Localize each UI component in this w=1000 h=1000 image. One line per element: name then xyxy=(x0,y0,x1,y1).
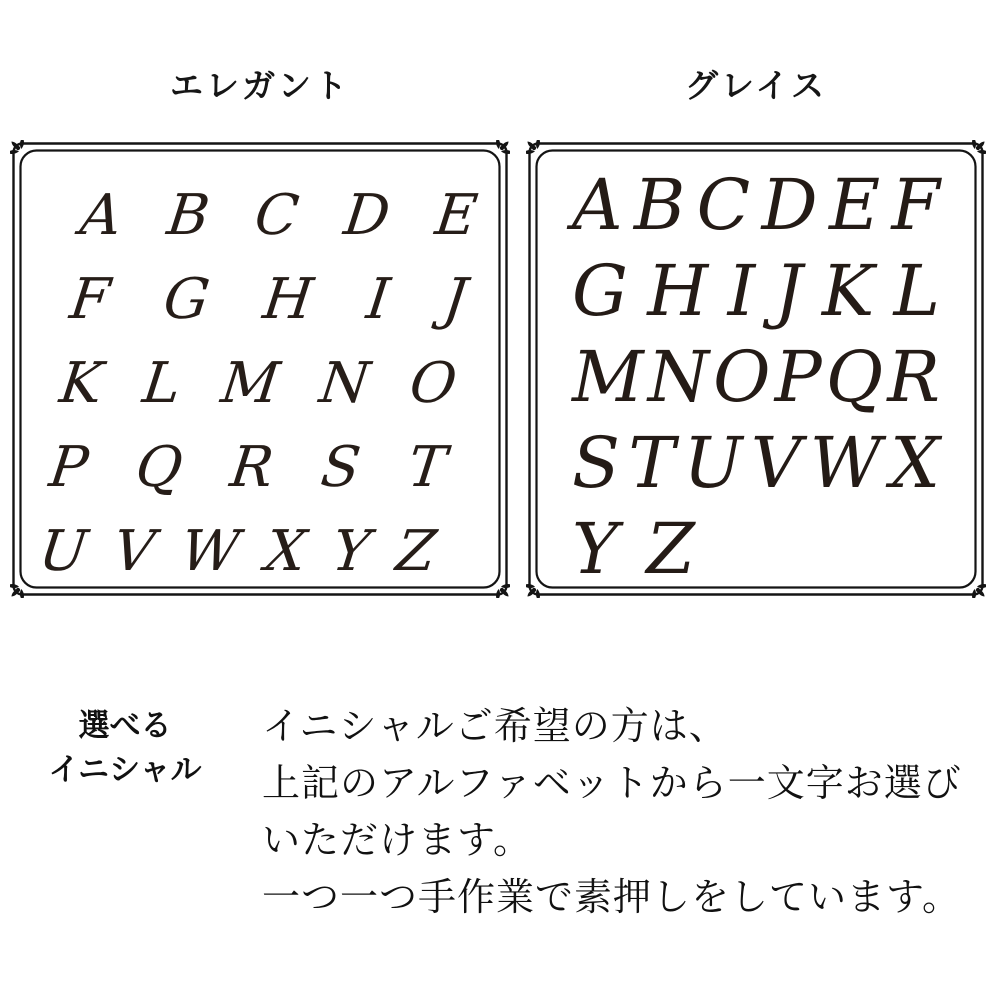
letter-X: X xyxy=(261,519,310,584)
letter-C: C xyxy=(696,164,751,246)
letter-G: G xyxy=(572,250,628,332)
letter-row xyxy=(55,342,461,426)
letter-T: T xyxy=(404,435,450,500)
letter-H: H xyxy=(259,267,317,332)
letter-K: K xyxy=(56,351,107,416)
letter-row xyxy=(65,258,471,342)
letter-row xyxy=(572,248,940,334)
letter-V: V xyxy=(109,519,159,584)
note-body-line: イニシャルご希望の方は、 xyxy=(262,706,728,748)
panel-elegant-title: エレガント xyxy=(170,67,350,104)
letter-Q: Q xyxy=(132,435,187,500)
letter-U: U xyxy=(683,422,743,504)
letter-Z: Z xyxy=(646,508,695,590)
letter-V: V xyxy=(750,422,802,504)
letter-M: M xyxy=(217,351,283,416)
letter-W: W xyxy=(177,519,243,584)
letter-J: J xyxy=(774,250,803,332)
letter-X: X xyxy=(890,422,940,504)
letter-row xyxy=(572,334,940,420)
letter-L: L xyxy=(893,250,940,332)
letter-D: D xyxy=(340,183,394,248)
letter-W: W xyxy=(809,422,882,504)
letter-E: E xyxy=(828,164,881,246)
letter-H: H xyxy=(647,250,709,332)
letter-E: E xyxy=(431,183,481,248)
letter-T: T xyxy=(628,422,676,504)
letter-A: A xyxy=(572,164,623,246)
letter-O: O xyxy=(406,351,461,416)
letter-B: B xyxy=(633,164,686,246)
panel-elegant-frame xyxy=(10,140,510,598)
letter-F: F xyxy=(891,164,940,246)
note-body-line: 上記のアルファベットから一文字お選び xyxy=(262,763,962,805)
letter-O: O xyxy=(713,336,771,418)
letter-Y: Y xyxy=(328,519,374,584)
note-body-line: いただけます。 xyxy=(262,820,532,862)
letter-D: D xyxy=(761,164,818,246)
letter-row xyxy=(572,506,940,592)
letter-Q: Q xyxy=(825,336,884,418)
letter-row xyxy=(34,510,440,594)
letter-I: I xyxy=(363,267,394,332)
letter-P: P xyxy=(45,435,92,500)
letter-B: B xyxy=(163,183,213,248)
letter-row xyxy=(76,174,482,258)
note-body-line: 一つ一つ手作業で素押しをしています。 xyxy=(262,877,961,919)
letter-row xyxy=(572,162,940,248)
note-label-line: 選べる xyxy=(78,708,172,743)
note-label-line: イニシャル xyxy=(48,752,202,787)
letter-row xyxy=(572,420,940,506)
letter-J: J xyxy=(440,267,471,332)
letter-S: S xyxy=(317,435,364,500)
letter-P: P xyxy=(774,336,822,418)
initial-note-body xyxy=(262,699,962,927)
letter-R: R xyxy=(226,435,277,500)
letter-C: C xyxy=(251,183,303,248)
letter-K: K xyxy=(821,250,875,332)
letter-U: U xyxy=(35,519,91,584)
letter-R: R xyxy=(887,336,940,418)
letter-S: S xyxy=(572,422,620,504)
letter-Y: Y xyxy=(572,508,619,590)
letter-L: L xyxy=(139,351,185,416)
letter-G: G xyxy=(160,267,213,332)
letter-N: N xyxy=(316,351,374,416)
letter-N: N xyxy=(647,336,710,418)
panel-elegant-letters xyxy=(0,140,538,598)
letter-Z: Z xyxy=(392,519,440,584)
letter-row xyxy=(45,426,451,510)
letter-M: M xyxy=(572,336,644,418)
panel-grace-frame xyxy=(526,140,986,598)
letter-F: F xyxy=(66,267,114,332)
letter-I: I xyxy=(727,250,756,332)
panel-grace-title: グレイス xyxy=(684,67,828,104)
initial-note-label xyxy=(34,704,216,792)
panel-grace-letters xyxy=(526,140,986,598)
letter-A: A xyxy=(76,183,126,248)
